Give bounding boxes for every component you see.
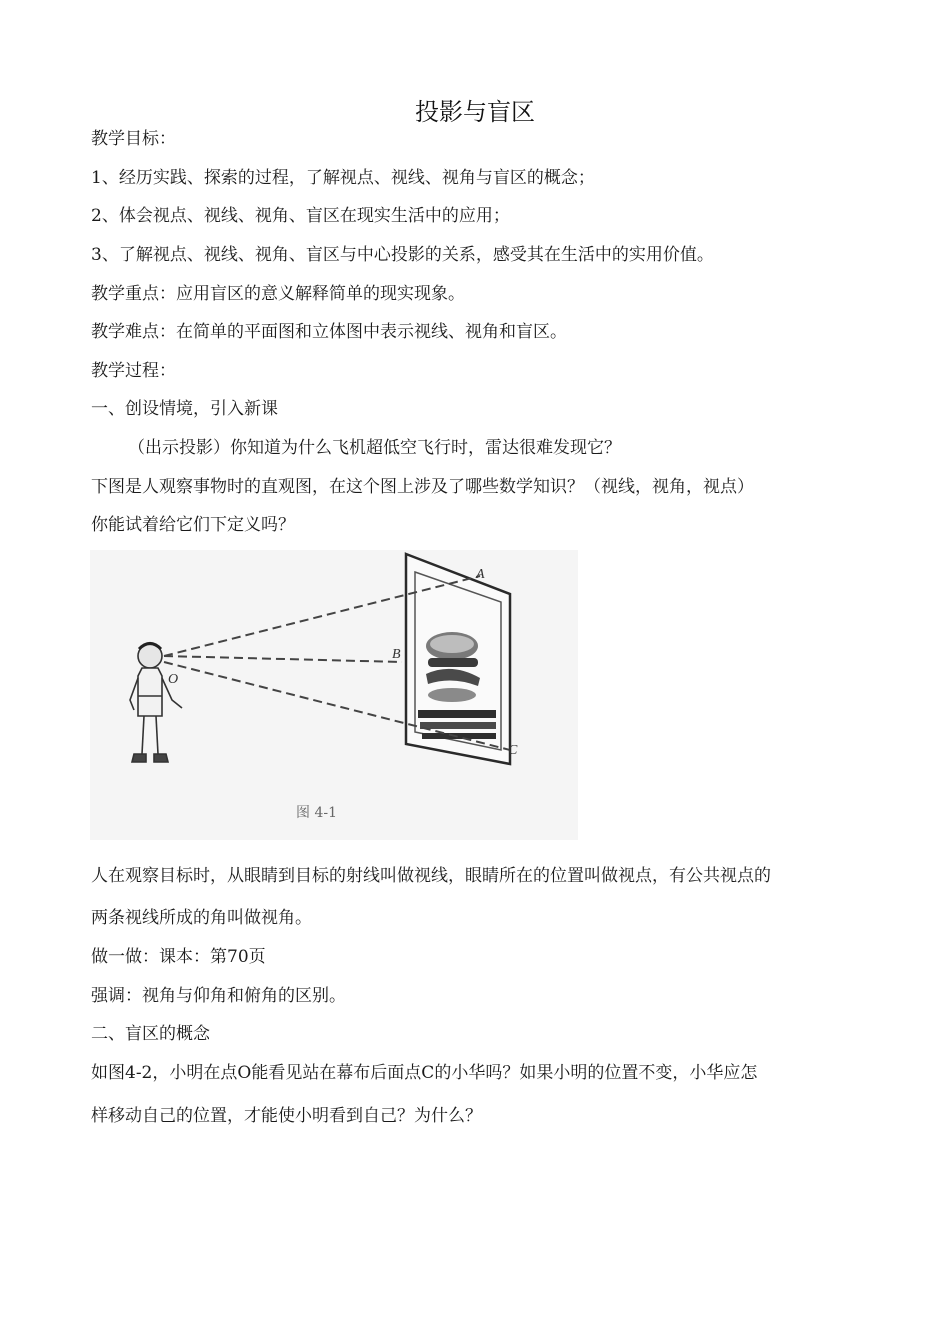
text-line: 你能试着给它们下定义吗？	[91, 515, 295, 535]
text-line: 教学过程：	[91, 361, 176, 381]
text-line: 3、了解视点、视线、视角、盲区与中心投影的关系，感受其在生活中的实用价值。	[91, 245, 714, 265]
text-line: （出示投影）你知道为什么飞机超低空飞行时，雷达很难发现它？	[128, 438, 621, 458]
text-line: 样移动自己的位置，才能使小明看到自己？为什么？	[91, 1106, 482, 1126]
figure-4-1	[90, 550, 578, 840]
document-title: 投影与盲区	[415, 98, 535, 126]
text-line: 下图是人观察事物时的直观图，在这个图上涉及了哪些数学知识？（视线，视角，视点）	[91, 477, 754, 497]
section-heading: 一、创设情境，引入新课	[91, 399, 278, 419]
sight-line-OB	[164, 656, 402, 662]
figure-caption: 图 4-1	[296, 805, 337, 821]
label-A: A	[476, 567, 485, 582]
text-line: 人在观察目标时，从眼睛到目标的射线叫做视线，眼睛所在的位置叫做视点，有公共视点的	[91, 866, 771, 886]
section-heading: 二、盲区的概念	[91, 1024, 210, 1044]
text-line: 强调：视角与仰角和俯角的区别。	[91, 986, 346, 1006]
text-line: 两条视线所成的角叫做视角。	[91, 908, 312, 928]
person-figure	[130, 644, 182, 763]
label-B: B	[392, 647, 401, 662]
text-line: 如图4-2，小明在点O能看见站在幕布后面点C的小华吗？如果小明的位置不变，小华应怎	[91, 1063, 758, 1083]
label-C: C	[508, 743, 518, 758]
text-line: 1、经历实践、探索的过程，了解视点、视线、视角与盲区的概念；	[91, 168, 595, 188]
viewing-diagram	[90, 550, 578, 840]
label-O: O	[168, 672, 179, 687]
text-line: 2、体会视点、视线、视角、盲区在现实生活中的应用；	[91, 206, 510, 226]
text-line: 做一做：课本：第70页	[91, 947, 266, 967]
text-line: 教学重点：应用盲区的意义解释简单的现实现象。	[91, 284, 465, 304]
text-line: 教学目标：	[91, 129, 176, 149]
text-line: 教学难点：在简单的平面图和立体图中表示视线、视角和盲区。	[91, 322, 567, 342]
